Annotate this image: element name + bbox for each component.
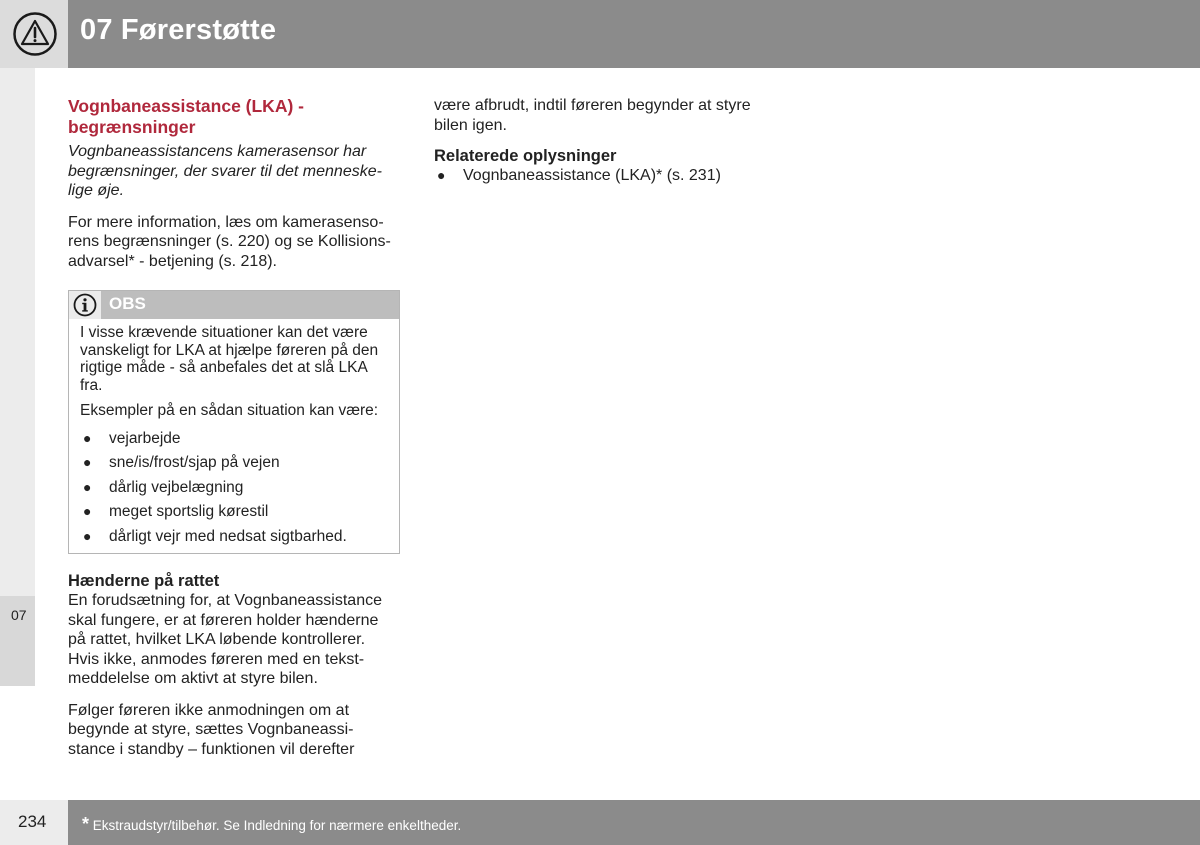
list-item-text: dårligt vejr med nedsat sigtbarhed. (109, 527, 347, 545)
section-title: Vognbaneassistance (LKA) - begrænsninger (68, 96, 304, 137)
footer-star: * (82, 814, 90, 834)
chapter-title: 07 Førerstøtte (80, 14, 277, 46)
reference-paragraph: For mere information, læs om kamerasenso-rens begrænsninger (s. 220) og se Kollisions-advarsel* - betjening (s. 218). (68, 213, 391, 270)
bullet-icon: ● (83, 527, 92, 544)
related-link[interactable] (434, 166, 774, 185)
warning-triangle-icon (13, 12, 57, 56)
list-item (80, 528, 388, 546)
footer-note (82, 814, 461, 835)
note-text-2: Eksempler på en sådan situation kan være: (80, 402, 379, 419)
example-list (80, 430, 388, 546)
right-column (434, 96, 774, 185)
note-body (69, 319, 399, 545)
bullet-icon: ● (83, 503, 92, 519)
hands-heading: Hænderne på rattet (68, 572, 220, 590)
list-item-text: meget sportslig kørestil (109, 503, 269, 520)
intro-text: Vognbaneassistancens kamerasensor har begrænsninger, der svarer til det menneske-lige øje. (68, 143, 382, 199)
header-icon-cell (0, 0, 68, 68)
bullet-icon: ● (83, 478, 92, 495)
list-item (80, 430, 388, 448)
footer-bar (68, 800, 1200, 845)
bullet-icon: ● (83, 454, 92, 470)
left-column (68, 96, 400, 771)
chapter-tab-label: 07 (11, 607, 27, 623)
note-icon-cell (69, 291, 101, 319)
related-list (434, 166, 774, 185)
hands-paragraph-1: En forudsætning for, at Vognbaneassistance skal fungere, er at føreren holder hænderne på rattet, hvilket LKA løbende kontrollerer. Hvis ikke, anmodes føreren med en tekst-meddelelse om aktivt at styre bilen. (68, 592, 382, 687)
list-item (80, 503, 388, 521)
footer-note-text: Ekstraudstyr/tilbehør. Se Indledning for nærmere enkeltheder. (92, 818, 462, 833)
list-item-text: vejarbejde (109, 429, 181, 447)
related-heading: Relaterede oplysninger (434, 147, 617, 165)
hands-paragraph-2: Følger føreren ikke anmodningen om at begynde at styre, sættes Vognbaneassi-stance i standby – funktionen vil derefter (68, 701, 355, 758)
note-header (69, 291, 399, 319)
bullet-icon: ● (437, 167, 446, 183)
list-item (80, 479, 388, 497)
list-item-text: dårlig vejbelægning (109, 478, 244, 496)
list-item (80, 454, 388, 472)
related-link-text[interactable]: Vognbaneassistance (LKA)* (s. 231) (463, 167, 721, 184)
note-title: OBS (109, 294, 146, 313)
margin-strip (0, 68, 35, 686)
info-icon (73, 293, 97, 317)
continuation-text: være afbrudt, indtil føreren begynder at styre bilen igen. (434, 97, 751, 134)
page-number: 234 (18, 812, 47, 831)
chapter-header (68, 0, 1200, 68)
note-text-1: I visse krævende situationer kan det være vanskeligt for LKA at hjælpe føreren på den rigtige måde - så anbefales det at slå LKA fra. (80, 324, 379, 394)
bullet-icon: ● (83, 429, 92, 446)
list-item-text: sne/is/frost/sjap på vejen (109, 454, 280, 471)
note-box (68, 290, 400, 554)
